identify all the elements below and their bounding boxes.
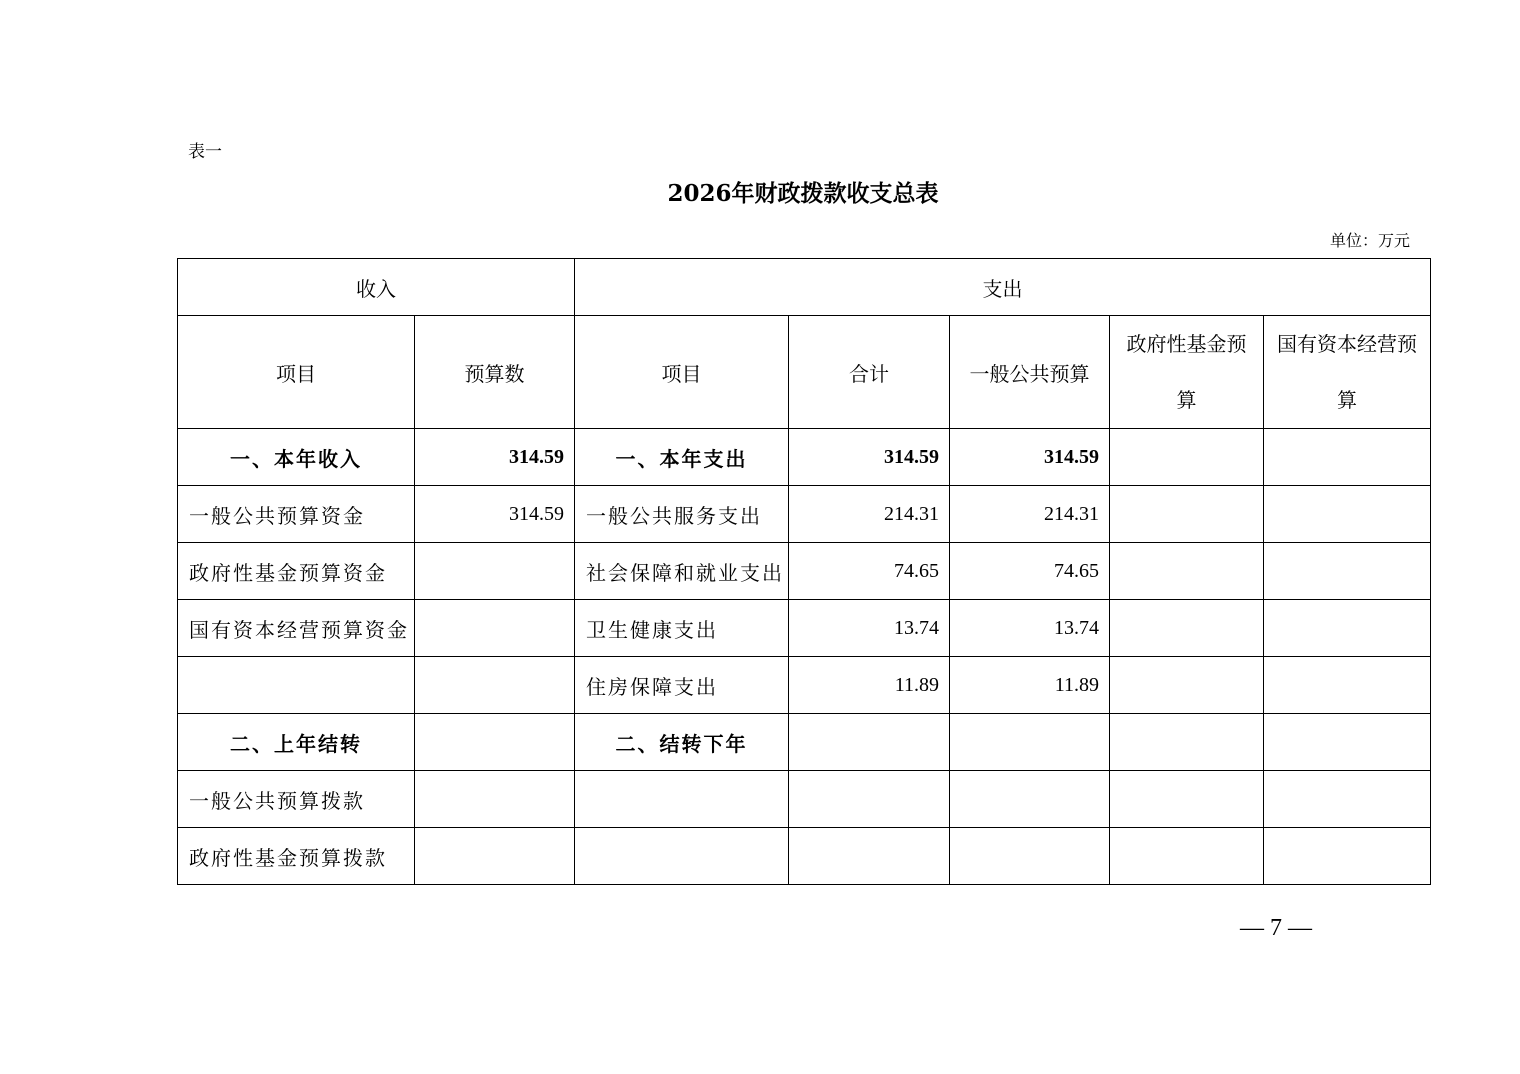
expense-fund-header: 政府性基金预算 (1110, 316, 1264, 429)
expense-fund-cell (1110, 714, 1264, 771)
income-amount-cell (415, 543, 575, 600)
expense-total-cell: 74.65 (789, 543, 950, 600)
table-row (178, 771, 1431, 828)
expense-item-cell (575, 828, 789, 885)
expense-total-header: 合计 (789, 316, 950, 429)
expense-item-cell: 二、结转下年 (575, 714, 789, 771)
table-row (178, 486, 1431, 543)
expense-general-header: 一般公共预算 (950, 316, 1110, 429)
income-amount-cell (415, 828, 575, 885)
income-amount-cell (415, 714, 575, 771)
expense-state-header: 国有资本经营预算 (1264, 316, 1431, 429)
expense-item-cell: 卫生健康支出 (575, 600, 789, 657)
header-row-1 (178, 259, 1431, 316)
expense-state-cell (1264, 600, 1431, 657)
expense-state-cell (1264, 486, 1431, 543)
income-item-cell: 政府性基金预算拨款 (178, 828, 415, 885)
expense-general-cell: 13.74 (950, 600, 1110, 657)
table-row (178, 657, 1431, 714)
expense-state-cell (1264, 543, 1431, 600)
expense-general-cell (950, 828, 1110, 885)
expense-total-cell (789, 714, 950, 771)
expense-fund-cell (1110, 543, 1264, 600)
expense-header: 支出 (575, 259, 1431, 316)
table-row (178, 429, 1431, 486)
income-amount-cell: 314.59 (415, 486, 575, 543)
table-row (178, 828, 1431, 885)
income-budget-header: 预算数 (415, 316, 575, 429)
table-row (178, 714, 1431, 771)
expense-fund-cell (1110, 828, 1264, 885)
income-amount-cell: 314.59 (415, 429, 575, 486)
expense-item-cell: 社会保障和就业支出 (575, 543, 789, 600)
income-header: 收入 (178, 259, 575, 316)
expense-total-cell: 11.89 (789, 657, 950, 714)
expense-general-cell: 74.65 (950, 543, 1110, 600)
expense-item-header: 项目 (575, 316, 789, 429)
expense-general-cell: 11.89 (950, 657, 1110, 714)
expense-state-cell (1264, 657, 1431, 714)
expense-item-cell (575, 771, 789, 828)
expense-state-cell (1264, 828, 1431, 885)
expense-total-cell: 13.74 (789, 600, 950, 657)
page-title: 2026年财政拨款收支总表 (667, 180, 939, 207)
expense-total-cell: 214.31 (789, 486, 950, 543)
expense-item-cell: 一、本年支出 (575, 429, 789, 486)
expense-fund-cell (1110, 600, 1264, 657)
income-item-cell: 政府性基金预算资金 (178, 543, 415, 600)
expense-state-cell (1264, 771, 1431, 828)
income-item-cell: 一般公共预算资金 (178, 486, 415, 543)
table-row (178, 600, 1431, 657)
budget-table (177, 258, 1431, 885)
expense-total-cell (789, 828, 950, 885)
income-item-cell: 二、上年结转 (178, 714, 415, 771)
unit-label: 单位：万元 (1330, 231, 1411, 250)
expense-fund-cell (1110, 429, 1264, 486)
table-row (178, 543, 1431, 600)
header-row-2 (178, 316, 1431, 429)
expense-fund-cell (1110, 771, 1264, 828)
page-number: — 7 — (1240, 915, 1312, 941)
income-amount-cell (415, 771, 575, 828)
expense-total-cell: 314.59 (789, 429, 950, 486)
income-amount-cell (415, 600, 575, 657)
expense-state-cell (1264, 429, 1431, 486)
expense-general-cell: 314.59 (950, 429, 1110, 486)
income-item-cell: 一、本年收入 (178, 429, 415, 486)
expense-state-cell (1264, 714, 1431, 771)
expense-item-cell: 住房保障支出 (575, 657, 789, 714)
income-amount-cell (415, 657, 575, 714)
table-id: 表一 (188, 142, 222, 162)
expense-item-cell: 一般公共服务支出 (575, 486, 789, 543)
income-item-cell (178, 657, 415, 714)
expense-general-cell: 214.31 (950, 486, 1110, 543)
income-item-header: 项目 (178, 316, 415, 429)
income-item-cell: 国有资本经营预算资金 (178, 600, 415, 657)
expense-fund-cell (1110, 486, 1264, 543)
expense-general-cell (950, 771, 1110, 828)
expense-general-cell (950, 714, 1110, 771)
expense-fund-cell (1110, 657, 1264, 714)
income-item-cell: 一般公共预算拨款 (178, 771, 415, 828)
expense-total-cell (789, 771, 950, 828)
